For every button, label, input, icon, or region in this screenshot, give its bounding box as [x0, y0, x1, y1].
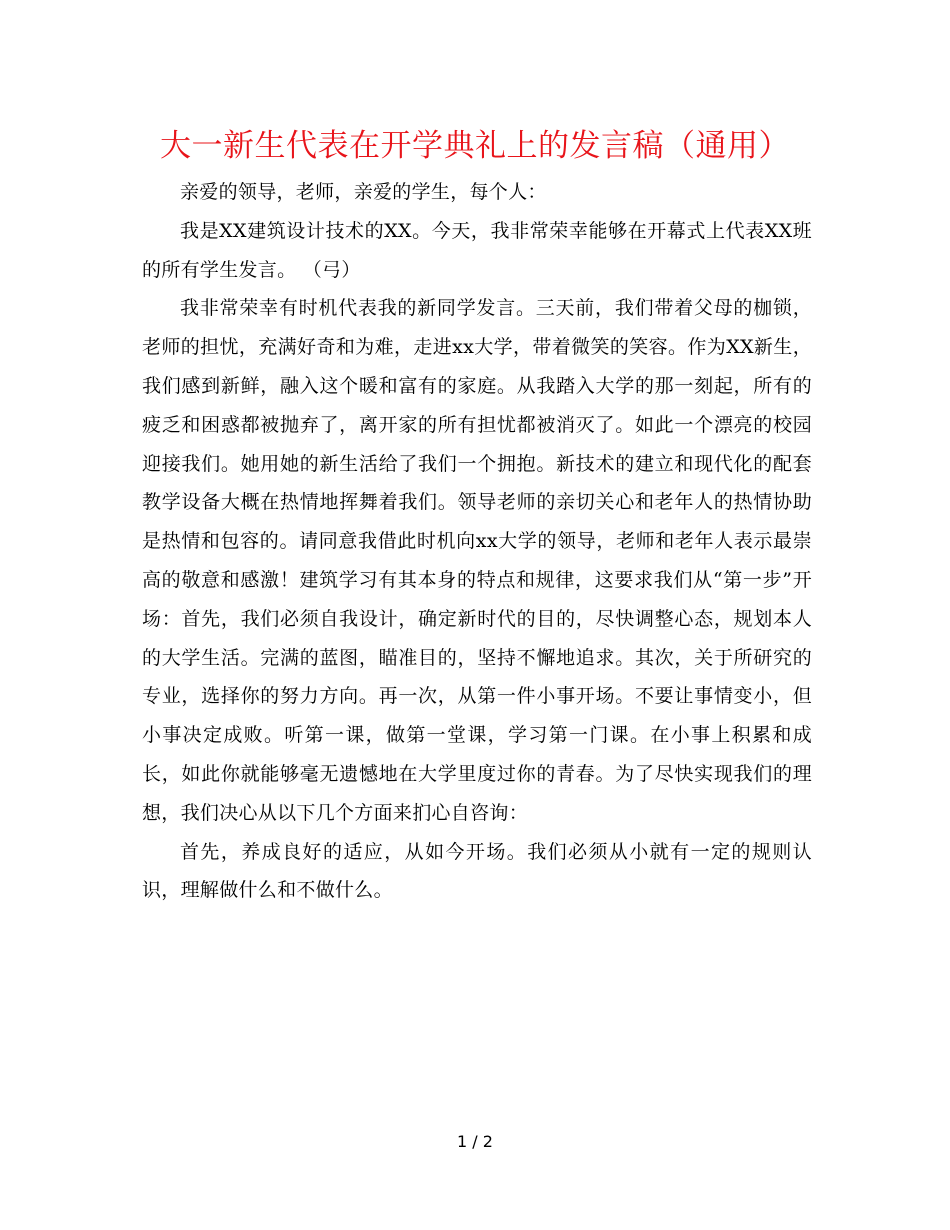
paragraph-introduction: 我是XX建筑设计技术的XX。今天，我非常荣幸能够在开幕式上代表XX班的所有学生发言。 （弓）	[142, 219, 812, 281]
paragraph-greeting: 亲爱的领导，老师，亲爱的学生，每个人：	[180, 181, 547, 203]
paragraph-main: 我非常荣幸有时机代表我的新同学发言。三天前，我们带着父母的枷锁，老师的担忧，充满好奇和为难，走进xx大学，带着微笑的笑容。作为XX新生，我们感到新鲜，融入这个暖和富有的家庭。从我踏入大学的那一刻起，所有的疲乏和困惑都被抛弃了，离开家的所有担忧都被消灭了。如此一个漂亮的校园迎接我们。她用她的新生活给了我们一个拥抱。新技术的建立和现代化的配套教学设备大概在热情地挥舞着我们。领导老师的亲切关心和老年人的热情协助是热情和包容的。请同意我借此时机向xx大学的领导，老师和老年人表示最崇高的敬意和感激！建筑学习有其本身的特点和规律，这要求我们从“第一步”开场：首先，我们必须自我设计，确定新时代的目的，尽快调整心态，规划本人的大学生活。完满的蓝图，瞄准目的，坚持不懈地追求。其次，关于所研究的专业，选择你的努力方向。再一次，从第一件小事开场。不要让事情变小，但小事决定成败。听第一课，做第一堂课，学习第一门课。在小事上积累和成长，如此你就能够毫无遗憾地在大学里度过你的青春。为了尽快实现我们的理想，我们决心从以下几个方面来扪心自咨询：	[142, 297, 812, 824]
page-number: 1 / 2	[457, 1132, 493, 1151]
document-body	[142, 173, 812, 910]
document-title: 大一新生代表在开学典礼上的发言稿（通用）	[160, 128, 790, 164]
paragraph-first-point: 首先，养成良好的适应，从如今开场。我们必须从小就有一定的规则认识，理解做什么和不做什么。	[142, 840, 812, 902]
